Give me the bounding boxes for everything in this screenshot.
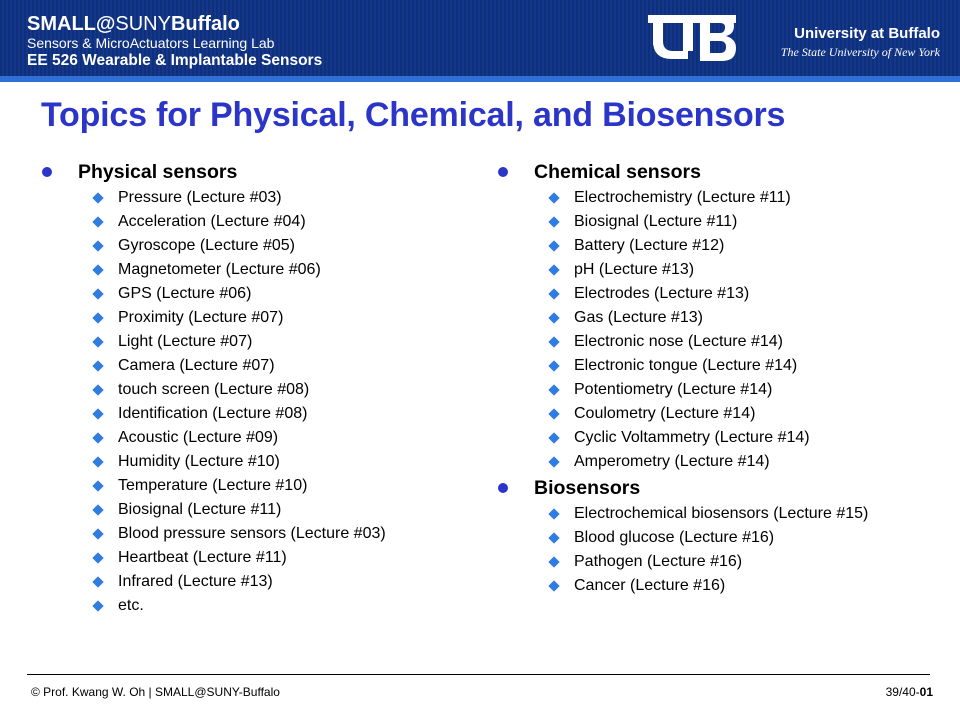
list-item-text: Camera (Lecture #07) bbox=[118, 357, 275, 374]
list-item bbox=[548, 186, 938, 210]
diamond-bullet-icon bbox=[548, 336, 559, 347]
list-item bbox=[92, 282, 462, 306]
left-column bbox=[42, 160, 462, 620]
list-item-text: Electrochemistry (Lecture #11) bbox=[574, 189, 791, 206]
diamond-bullet-icon bbox=[92, 552, 103, 563]
list-item bbox=[92, 450, 462, 474]
bullet-dot-icon bbox=[42, 167, 52, 177]
topic-list bbox=[548, 502, 938, 598]
list-item bbox=[548, 502, 938, 526]
diamond-bullet-icon bbox=[92, 336, 103, 347]
university-name: University at Buffalo bbox=[794, 25, 940, 42]
list-item-text: Amperometry (Lecture #14) bbox=[574, 453, 770, 470]
diamond-bullet-icon bbox=[548, 580, 559, 591]
list-item-text: Potentiometry (Lecture #14) bbox=[574, 381, 773, 398]
diamond-bullet-icon bbox=[92, 576, 103, 587]
banner-stripe bbox=[0, 76, 960, 82]
list-item bbox=[92, 570, 462, 594]
list-item bbox=[92, 210, 462, 234]
list-item bbox=[92, 498, 462, 522]
list-item bbox=[548, 330, 938, 354]
list-item-text: Cyclic Voltammetry (Lecture #14) bbox=[574, 429, 810, 446]
list-item-text: touch screen (Lecture #08) bbox=[118, 381, 310, 398]
list-item-text: GPS (Lecture #06) bbox=[118, 285, 252, 302]
section-physical-sensors bbox=[42, 160, 462, 618]
list-item-text: Magnetometer (Lecture #06) bbox=[118, 261, 321, 278]
topic-list bbox=[548, 186, 938, 474]
list-item-text: Blood pressure sensors (Lecture #03) bbox=[118, 525, 386, 542]
section-heading bbox=[498, 476, 938, 500]
diamond-bullet-icon bbox=[92, 288, 103, 299]
list-item-text: Biosignal (Lecture #11) bbox=[574, 213, 738, 230]
diamond-bullet-icon bbox=[548, 360, 559, 371]
list-item-text: Acoustic (Lecture #09) bbox=[118, 429, 279, 446]
bullet-dot-icon bbox=[498, 167, 508, 177]
slide-title: Topics for Physical, Chemical, and Biosensors bbox=[41, 96, 786, 134]
list-item bbox=[92, 186, 462, 210]
list-item bbox=[92, 594, 462, 618]
list-item bbox=[548, 354, 938, 378]
ub-logo-icon bbox=[648, 15, 736, 61]
diamond-bullet-icon bbox=[92, 456, 103, 467]
section-chemical-sensors bbox=[498, 160, 938, 474]
list-item-text: Humidity (Lecture #10) bbox=[118, 453, 280, 470]
list-item-text: Identification (Lecture #08) bbox=[118, 405, 308, 422]
list-item bbox=[548, 258, 938, 282]
list-item bbox=[548, 234, 938, 258]
diamond-bullet-icon bbox=[548, 408, 559, 419]
university-subtitle: The State University of New York bbox=[780, 45, 940, 59]
footer-divider bbox=[27, 674, 930, 675]
list-item bbox=[92, 354, 462, 378]
diamond-bullet-icon bbox=[548, 432, 559, 443]
diamond-bullet-icon bbox=[548, 240, 559, 251]
diamond-bullet-icon bbox=[92, 432, 103, 443]
diamond-bullet-icon bbox=[548, 264, 559, 275]
list-item bbox=[548, 306, 938, 330]
list-item-text: Light (Lecture #07) bbox=[118, 333, 253, 350]
footer-copyright: © Prof. Kwang W. Oh | SMALL@SUNY-Buffalo bbox=[31, 685, 280, 699]
list-item-text: Pathogen (Lecture #16) bbox=[574, 553, 743, 570]
list-item-text: Coulometry (Lecture #14) bbox=[574, 405, 756, 422]
list-item-text: Electrochemical biosensors (Lecture #15) bbox=[574, 505, 869, 522]
list-item bbox=[92, 330, 462, 354]
list-item bbox=[548, 526, 938, 550]
diamond-bullet-icon bbox=[548, 312, 559, 323]
section-label: Biosensors bbox=[534, 476, 641, 499]
list-item bbox=[548, 450, 938, 474]
diamond-bullet-icon bbox=[92, 504, 103, 515]
diamond-bullet-icon bbox=[92, 264, 103, 275]
diamond-bullet-icon bbox=[548, 384, 559, 395]
course-title: EE 526 Wearable & Implantable Sensors bbox=[27, 52, 323, 69]
section-biosensors bbox=[498, 476, 938, 598]
list-item-text: Proximity (Lecture #07) bbox=[118, 309, 284, 326]
page-number: 39/40-01 bbox=[885, 685, 933, 699]
list-item bbox=[548, 426, 938, 450]
list-item-text: Gas (Lecture #13) bbox=[574, 309, 703, 326]
list-item bbox=[92, 522, 462, 546]
diamond-bullet-icon bbox=[92, 216, 103, 227]
list-item bbox=[548, 550, 938, 574]
university-block bbox=[744, 24, 940, 60]
lab-block bbox=[27, 13, 322, 70]
list-item-text: pH (Lecture #13) bbox=[574, 261, 695, 278]
list-item-text: Temperature (Lecture #10) bbox=[118, 477, 308, 494]
list-item-text: Battery (Lecture #12) bbox=[574, 237, 725, 254]
diamond-bullet-icon bbox=[548, 288, 559, 299]
list-item-text: Cancer (Lecture #16) bbox=[574, 577, 726, 594]
section-heading bbox=[498, 160, 938, 184]
lab-name: SMALL@SUNYBuffalo bbox=[27, 13, 240, 35]
diamond-bullet-icon bbox=[92, 192, 103, 203]
list-item bbox=[92, 546, 462, 570]
diamond-bullet-icon bbox=[548, 508, 559, 519]
list-item bbox=[92, 474, 462, 498]
list-item-text: Electronic nose (Lecture #14) bbox=[574, 333, 783, 350]
list-item-text: etc. bbox=[118, 597, 144, 614]
header-banner bbox=[0, 0, 960, 82]
list-item bbox=[548, 282, 938, 306]
list-item bbox=[92, 258, 462, 282]
list-item-text: Pressure (Lecture #03) bbox=[118, 189, 282, 206]
diamond-bullet-icon bbox=[92, 384, 103, 395]
list-item bbox=[92, 402, 462, 426]
diamond-bullet-icon bbox=[548, 192, 559, 203]
list-item-text: Gyroscope (Lecture #05) bbox=[118, 237, 295, 254]
diamond-bullet-icon bbox=[92, 408, 103, 419]
topic-list bbox=[92, 186, 462, 618]
list-item bbox=[92, 426, 462, 450]
diamond-bullet-icon bbox=[548, 216, 559, 227]
lab-subtitle: Sensors & MicroActuators Learning Lab bbox=[27, 35, 275, 51]
diamond-bullet-icon bbox=[548, 556, 559, 567]
diamond-bullet-icon bbox=[548, 456, 559, 467]
bullet-dot-icon bbox=[498, 483, 508, 493]
list-item-text: Heartbeat (Lecture #11) bbox=[118, 549, 287, 566]
list-item-text: Blood glucose (Lecture #16) bbox=[574, 529, 775, 546]
list-item-text: Electronic tongue (Lecture #14) bbox=[574, 357, 798, 374]
list-item bbox=[92, 378, 462, 402]
list-item-text: Acceleration (Lecture #04) bbox=[118, 213, 306, 230]
diamond-bullet-icon bbox=[548, 532, 559, 543]
diamond-bullet-icon bbox=[92, 600, 103, 611]
section-label: Chemical sensors bbox=[534, 160, 701, 183]
list-item bbox=[92, 234, 462, 258]
list-item bbox=[92, 306, 462, 330]
right-column bbox=[498, 160, 938, 600]
diamond-bullet-icon bbox=[92, 312, 103, 323]
diamond-bullet-icon bbox=[92, 240, 103, 251]
list-item-text: Biosignal (Lecture #11) bbox=[118, 501, 282, 518]
diamond-bullet-icon bbox=[92, 360, 103, 371]
section-heading bbox=[42, 160, 462, 184]
list-item-text: Electrodes (Lecture #13) bbox=[574, 285, 750, 302]
section-label: Physical sensors bbox=[78, 160, 238, 183]
list-item bbox=[548, 210, 938, 234]
list-item bbox=[548, 378, 938, 402]
diamond-bullet-icon bbox=[92, 528, 103, 539]
list-item bbox=[548, 402, 938, 426]
list-item-text: Infrared (Lecture #13) bbox=[118, 573, 273, 590]
diamond-bullet-icon bbox=[92, 480, 103, 491]
list-item bbox=[548, 574, 938, 598]
